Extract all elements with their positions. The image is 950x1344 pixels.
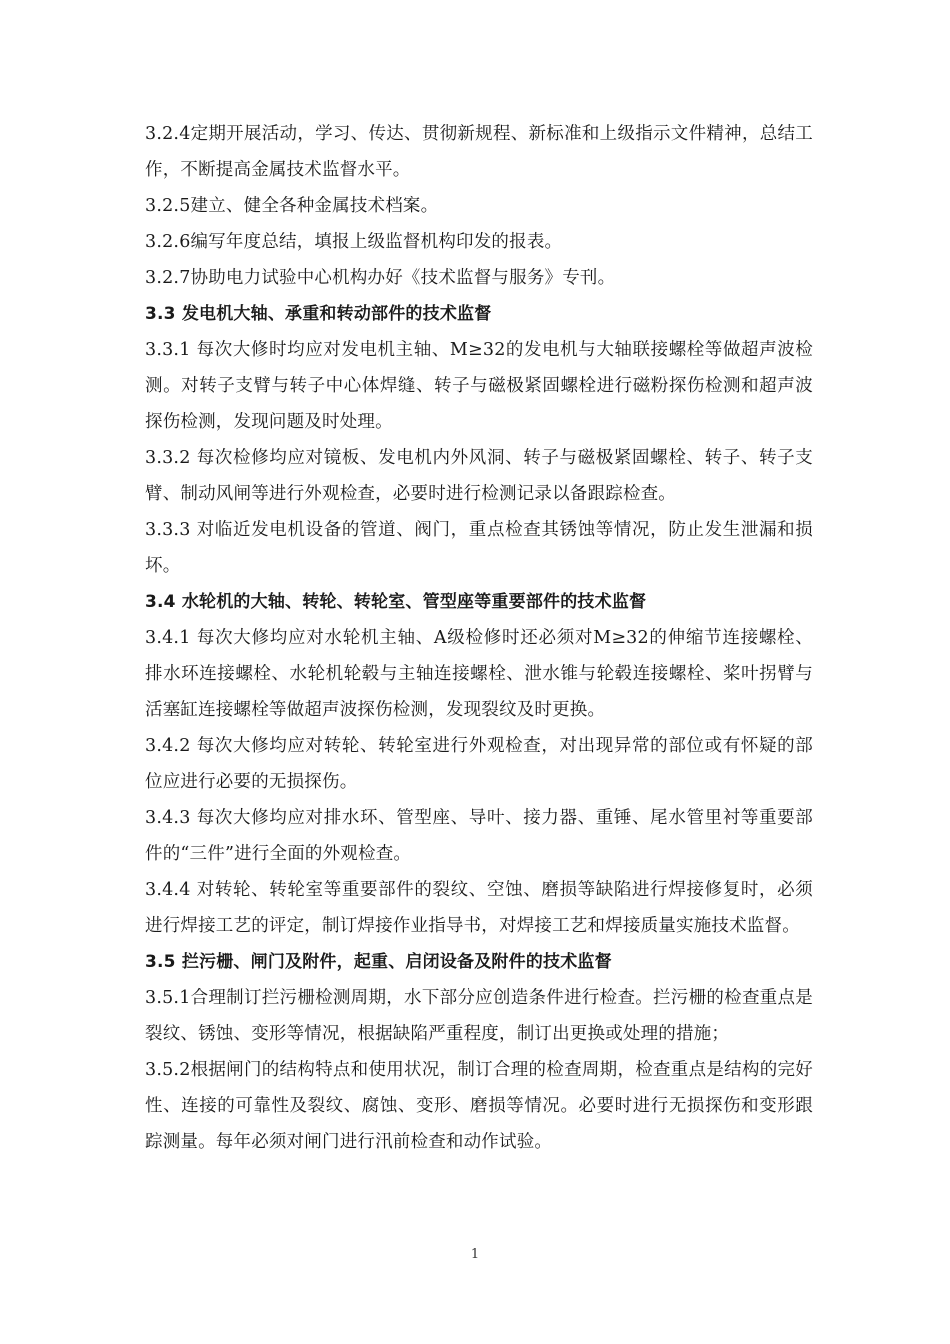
section-heading-3-4: 3.4 水轮机的大轴、转轮、转轮室、管型座等重要部件的技术监督: [145, 592, 647, 612]
page-number: 1: [470, 1247, 480, 1262]
paragraph-3-4-2: 3.4.2 每次大修均应对转轮、转轮室进行外观检查，对出现异常的部位或有怀疑的部位应进行必要的无损探伤。: [145, 736, 813, 792]
paragraph-3-5-1: 3.5.1合理制订拦污栅检测周期，水下部分应创造条件进行检查。拦污栅的检查重点是裂纹、锈蚀、变形等情况，根据缺陷严重程度，制订出更换或处理的措施；: [145, 988, 813, 1044]
paragraph-3-2-4: 3.2.4定期开展活动，学习、传达、贯彻新规程、新标准和上级指示文件精神，总结工作，不断提高金属技术监督水平。: [145, 124, 813, 180]
section-heading-3-3: 3.3 发电机大轴、承重和转动部件的技术监督: [145, 304, 492, 324]
paragraph-3-2-6: 3.2.6编写年度总结，填报上级监督机构印发的报表。: [145, 232, 563, 252]
paragraph-3-4-3: 3.4.3 每次大修均应对排水环、管型座、导叶、接力器、重锤、尾水管里衬等重要部件的“三件”进行全面的外观检查。: [145, 808, 813, 864]
paragraph-3-3-2: 3.3.2 每次检修均应对镜板、发电机内外风洞、转子与磁极紧固螺栓、转子、转子支臂、制动风闸等进行外观检查，必要时进行检测记录以备跟踪检查。: [145, 448, 813, 504]
document-body: [145, 116, 813, 1160]
paragraph-3-2-7: 3.2.7协助电力试验中心机构办好《技术监督与服务》专刊。: [145, 268, 616, 288]
paragraph-3-3-1: 3.3.1 每次大修时均应对发电机主轴、M≥32的发电机与大轴联接螺栓等做超声波检测。对转子支臂与转子中心体焊缝、转子与磁极紧固螺栓进行磁粉探伤检测和超声波探伤检测，发现问题及时处理。: [145, 340, 813, 432]
paragraph-3-4-1: 3.4.1 每次大修均应对水轮机主轴、A级检修时还必须对M≥32的伸缩节连接螺栓、排水环连接螺栓、水轮机轮毂与主轴连接螺栓、泄水锥与轮毂连接螺栓、桨叶拐臂与活塞缸连接螺栓等做超声波探伤检测，发现裂纹及时更换。: [145, 628, 813, 720]
section-heading-3-5: 3.5 拦污栅、闸门及附件，起重、启闭设备及附件的技术监督: [145, 952, 612, 972]
paragraph-3-3-3: 3.3.3 对临近发电机设备的管道、阀门，重点检查其锈蚀等情况，防止发生泄漏和损坏。: [145, 520, 813, 576]
paragraph-3-5-2: 3.5.2根据闸门的结构特点和使用状况，制订合理的检查周期，检查重点是结构的完好性、连接的可靠性及裂纹、腐蚀、变形、磨损等情况。必要时进行无损探伤和变形跟踪测量。每年必须对闸门进行汛前检查和动作试验。: [145, 1060, 813, 1152]
paragraph-3-4-4: 3.4.4 对转轮、转轮室等重要部件的裂纹、空蚀、磨损等缺陷进行焊接修复时，必须进行焊接工艺的评定，制订焊接作业指导书，对焊接工艺和焊接质量实施技术监督。: [145, 880, 813, 936]
paragraph-3-2-5: 3.2.5建立、健全各种金属技术档案。: [145, 196, 439, 216]
